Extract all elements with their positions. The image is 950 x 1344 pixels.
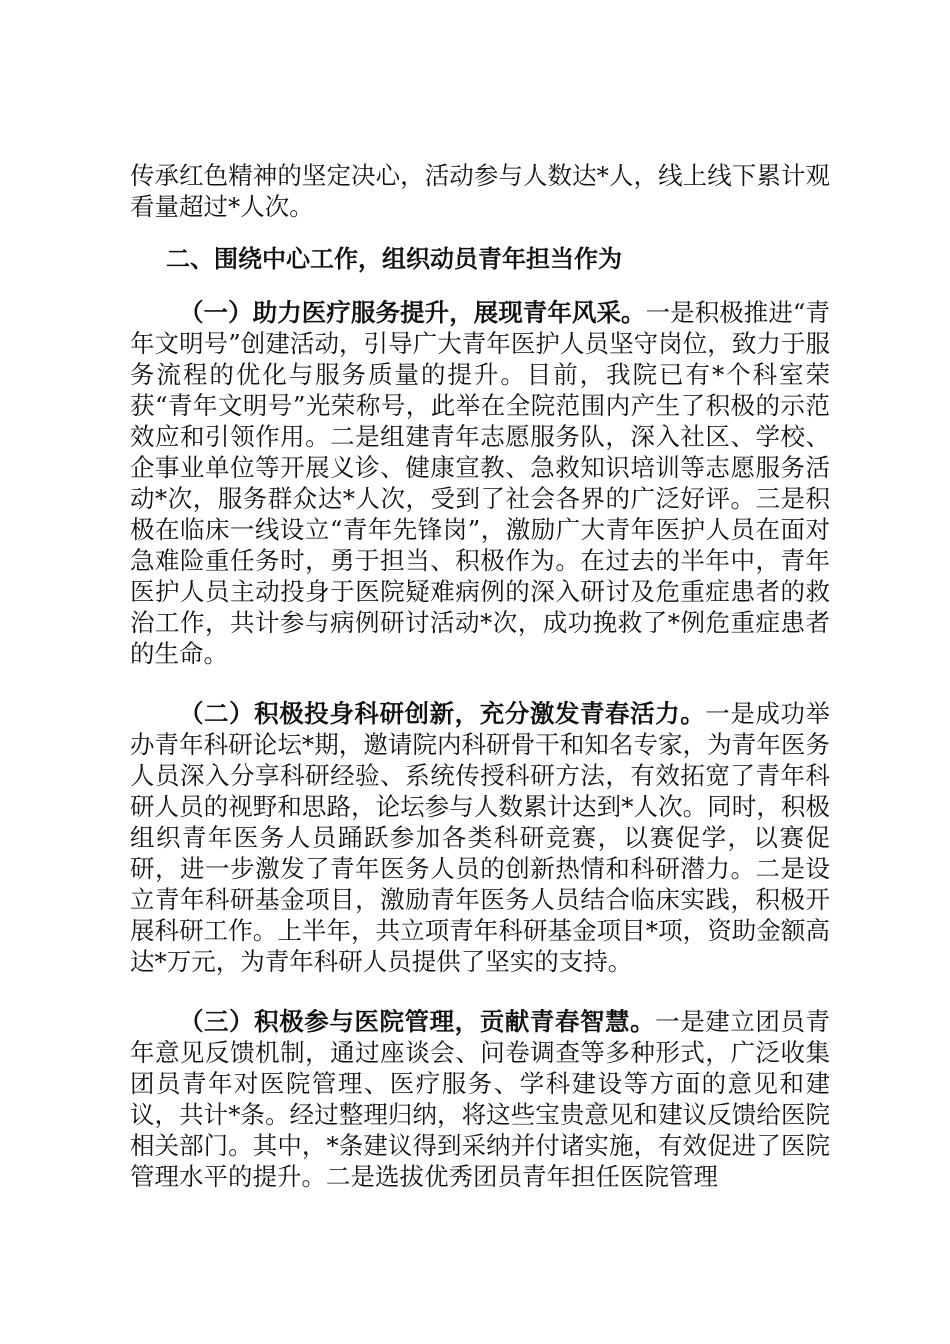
- spacer: [130, 275, 830, 297]
- paragraph-lead: （二）积极投身科研创新，充分激发青春活力。: [179, 699, 706, 728]
- paragraph-continued: [130, 160, 830, 222]
- paragraph-text: 一是成功举办青年科研论坛*期，邀请院内科研骨干和知名专家，为青年医务人员深入分享科研经验、系统传授科研方法，有效拓宽了青年科研人员的视野和思路，论坛参与人数累计达到*人次。同时，积极组织青年医务人员踊跃参加各类科研竞赛，以赛促学，以赛促研，进一步激发了青年医务人员的创新热情和科研潜力。二是设立青年科研基金项目，激励青年医务人员结合临床实践，积极开展科研工作。上半年，共立项青年科研基金项目*项，资助金额高达*万元，为青年科研人员提供了坚实的支持。: [130, 699, 831, 976]
- spacer: [130, 669, 830, 698]
- paragraph-text: 一是建立团员青年意见反馈机制，通过座谈会、问卷调查等多种形式，广泛收集团员青年对医院管理、医疗服务、学科建设等方面的意见和建议，共计*条。经过整理归纳，将这些宝贵意见和建议反馈给医院相关部门。其中，*条建议得到采纳并付诸实施，有效促进了医院管理水平的提升。二是选拔优秀团员青年担任医院管理: [130, 1007, 830, 1191]
- document-page: [130, 160, 830, 1192]
- section-heading: 二、围绕中心工作，组织动员青年担当作为: [166, 245, 622, 273]
- paragraph-medical-service: [130, 297, 830, 669]
- paragraph-lead: （三）积极参与医院管理，贡献青春智慧。: [179, 1007, 656, 1036]
- paragraph-text: 一是积极推进“青年文明号”创建活动，引导广大青年医护人员坚守岗位，致力于服务流程的优化与服务质量的提升。目前，我院已有*个科室荣获“青年文明号”光荣称号，此举在全院范围内产生了积极的示范效应和引领作用。二是组建青年志愿服务队，深入社区、学校、企事业单位等开展义诊、健康宣教、急救知识培训等志愿服务活动*次，服务群众达*人次，受到了社会各界的广泛好评。三是积极在临床一线设立“青年先锋岗”，激励广大青年医护人员在面对急难险重任务时，勇于担当、积极作为。在过去的半年中，青年医护人员主动投身于医院疑难病例的深入研讨及危重症患者的救治工作，共计参与病例研讨活动*次，成功挽救了*例危重症患者的生命。: [130, 298, 830, 668]
- paragraph-text: 传承红色精神的坚定决心，活动参与人数达*人，线上线下累计观看量超过*人次。: [130, 161, 830, 221]
- paragraph-lead: （一）助力医疗服务提升，展现青年风采。: [179, 298, 646, 327]
- spacer: [130, 222, 830, 244]
- spacer: [130, 977, 830, 1006]
- paragraph-research: [130, 698, 830, 977]
- paragraph-management: [130, 1006, 830, 1192]
